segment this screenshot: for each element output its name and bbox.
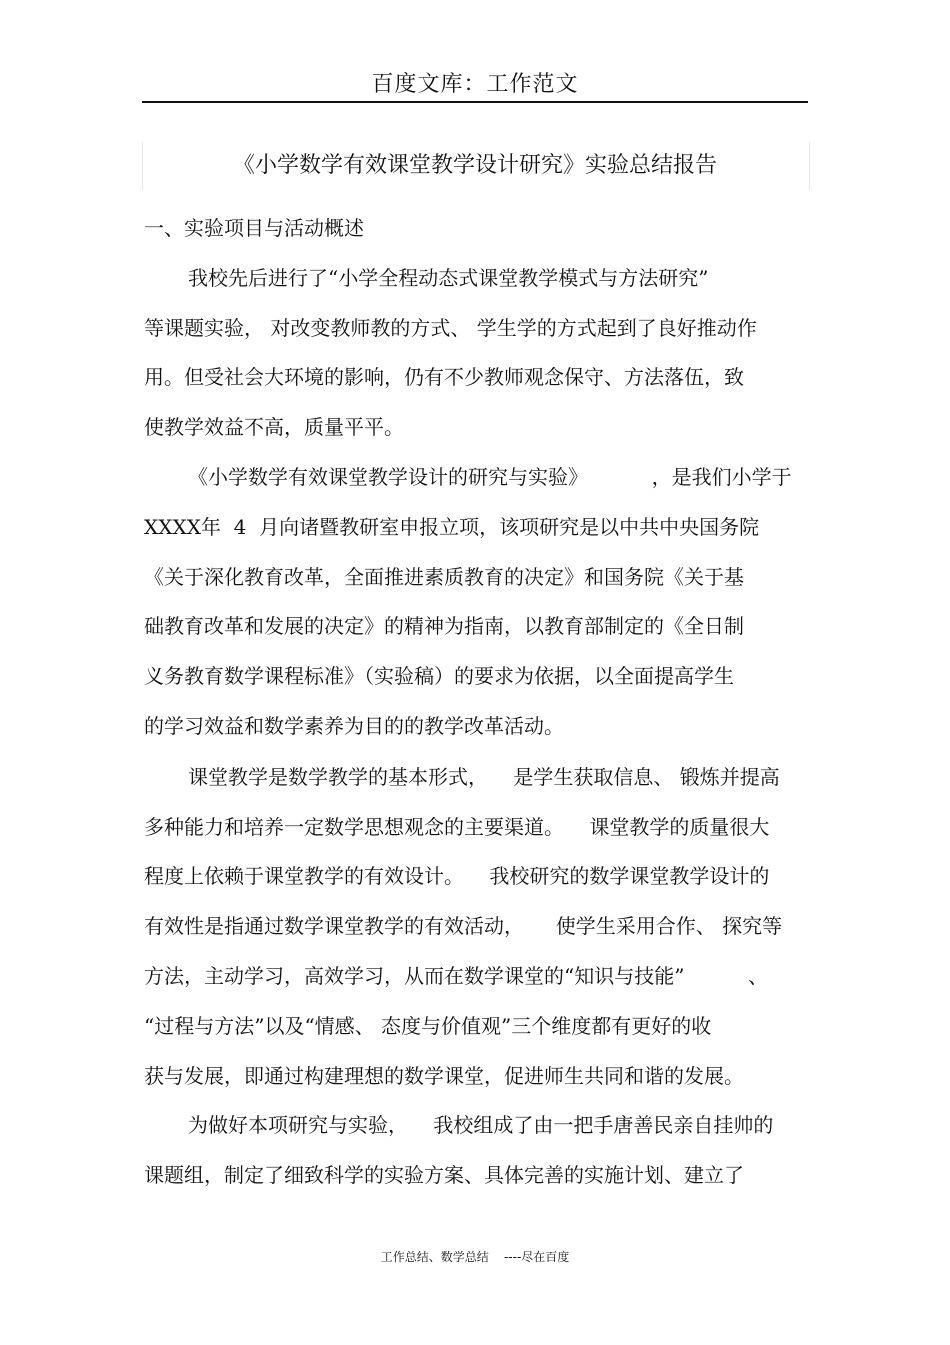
paragraph-line: 获与发展，即通过构建理想的数学课堂，促进师生共同和谐的发展。: [144, 1064, 744, 1088]
paragraph-line: 为做好本项研究与实验， 我校组成了由一把手唐善民亲自挂帅的: [188, 1113, 774, 1137]
page-footer: 工作总结、数学总结 ----尽在百度: [380, 1250, 570, 1264]
section-heading: 一、实验项目与活动概述: [144, 216, 364, 240]
paragraph-line: 我校先后进行了“小学全程动态式课堂教学模式与方法研究”: [188, 266, 709, 290]
paragraph-line: XXXX年 4 月向诸暨教研室申报立项，该项研究是以中共中央国务院: [144, 515, 760, 539]
paragraph-line: 义务教育数学课程标准》（实验稿）的要求为依据，以全面提高学生: [144, 664, 734, 688]
page-header-title: 百度文库：工作范文: [371, 72, 579, 97]
paragraph-line: 程度上依赖于课堂教学的有效设计。 我校研究的数学课堂教学设计的: [144, 864, 770, 888]
paragraph-line: 课题组，制定了细致科学的实验方案、具体完善的实施计划、建立了: [144, 1163, 744, 1187]
header-divider: [142, 101, 808, 103]
paragraph-line: 等课题实验， 对改变教师教的方式、 学生学的方式起到了良好推动作: [144, 316, 757, 340]
paragraph-line: 《小学数学有效课堂教学设计的研究与实验》 ，是我们小学于: [188, 465, 792, 489]
document-title: 《小学数学有效课堂教学设计研究》实验总结报告: [232, 153, 717, 178]
paragraph-line: 础教育改革和发展的决定》的精神为指南，以教育部制定的《全日制: [144, 614, 744, 638]
paragraph-line: 使教学效益不高，质量平平。: [144, 415, 404, 439]
paragraph-line: “过程与方法”以及“情感、 态度与价值观”三个维度都有更好的收: [144, 1014, 712, 1038]
paragraph-line: 《关于深化教育改革，全面推进素质教育的决定》和国务院《关于基: [144, 565, 744, 589]
paragraph-line: 方法，主动学习，高效学习，从而在数学课堂的“知识与技能” 、: [144, 964, 769, 988]
paragraph-line: 用。但受社会大环境的影响，仍有不少教师观念保守、方法落伍，致: [144, 365, 744, 389]
paragraph-line: 的学习效益和数学素养为目的的教学改革活动。: [144, 714, 564, 738]
paragraph-line: 有效性是指通过数学课堂教学的有效活动， 使学生采用合作、 探究等: [144, 914, 783, 938]
paragraph-line: 课堂教学是数学教学的基本形式， 是学生获取信息、 锻炼并提高: [188, 765, 780, 789]
paragraph-line: 多种能力和培养一定数学思想观念的主要渠道。 课堂教学的质量很大: [144, 815, 770, 839]
